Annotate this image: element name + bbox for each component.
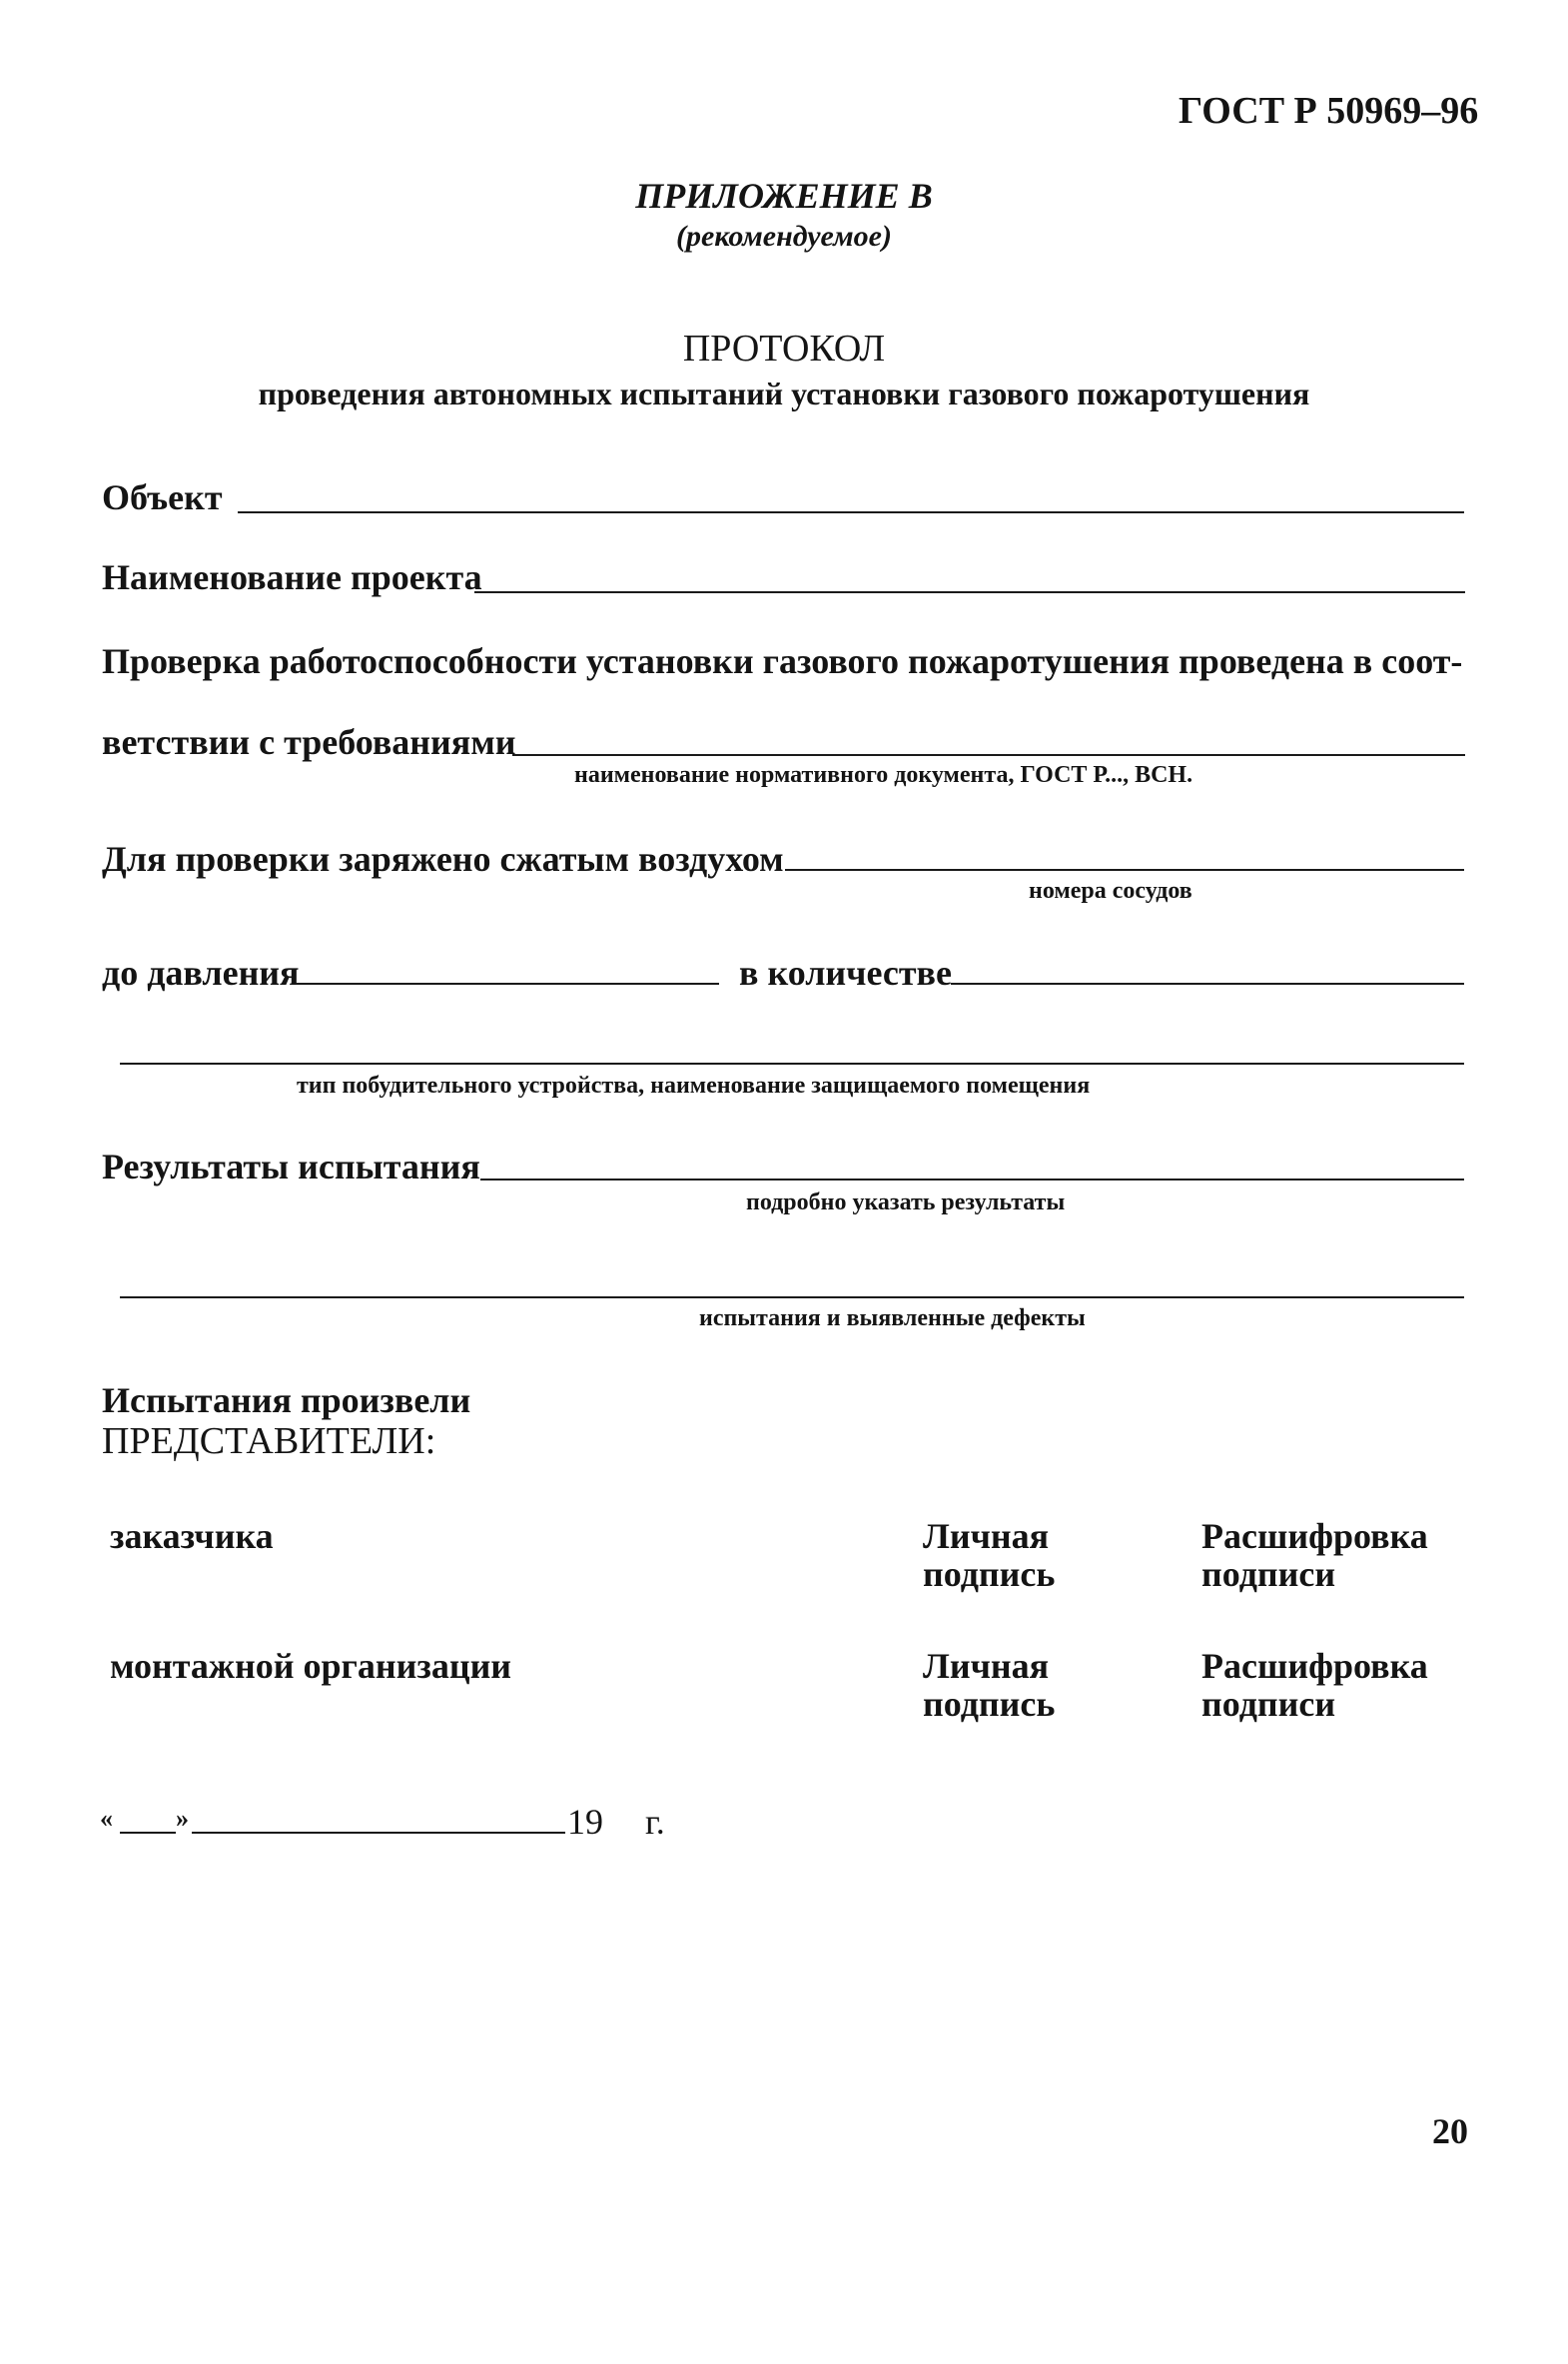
appendix-title: ПРИЛОЖЕНИЕ В [635, 176, 933, 216]
air-label: Для проверки заряжено сжатым воздухом [102, 839, 784, 879]
decoding-label-line: подписи [1201, 1553, 1336, 1594]
protocol-subtitle: проведения автономных испытаний установки газового пожаротушения [258, 376, 1310, 411]
device-caption: тип побудительного устройства, наименование защищаемого помещения [297, 1073, 1091, 1099]
date-quote-close: » [176, 1804, 189, 1833]
object-field[interactable] [238, 511, 1464, 513]
vessels-field[interactable] [785, 869, 1464, 871]
party-installer: монтажной организации [110, 1646, 512, 1686]
page-number: 20 [1432, 2111, 1468, 2151]
signature-label-line: подпись [923, 1553, 1056, 1594]
document-code: ГОСТ Р 50969–96 [1178, 90, 1479, 132]
results-field[interactable] [480, 1179, 1464, 1181]
project-label: Наименование проекта [102, 557, 482, 597]
decoding-label-customer [1201, 1518, 1428, 1594]
normative-field[interactable] [512, 754, 1465, 756]
signature-label-installer [923, 1648, 1055, 1724]
protocol-title: ПРОТОКОЛ [682, 328, 886, 370]
decoding-label-line: Расшифровка [1201, 1646, 1428, 1686]
quantity-field[interactable] [951, 983, 1464, 985]
date-year-suffix: г. [645, 1802, 665, 1842]
signature-label-customer [923, 1518, 1055, 1594]
protocol-heading [0, 330, 1568, 409]
performed-by-label: Испытания произвели [102, 1380, 471, 1420]
appendix-subtitle: (рекомендуемое) [676, 220, 892, 253]
check-text-line2: ветствии с требованиями [102, 722, 516, 762]
decoding-label-line: Расшифровка [1201, 1516, 1428, 1556]
results-caption-2: испытания и выявленные дефекты [699, 1305, 1086, 1331]
date-day-field[interactable] [120, 1832, 176, 1834]
signature-label-line: Личная [923, 1516, 1050, 1556]
signature-label-line: Личная [923, 1646, 1050, 1686]
object-label: Объект [102, 477, 223, 517]
representatives-heading: ПРЕДСТАВИТЕЛИ: [102, 1420, 436, 1462]
party-customer: заказчика [110, 1516, 274, 1556]
quantity-label: в количестве [739, 953, 952, 993]
appendix-heading [0, 178, 1568, 252]
results-caption-1: подробно указать результаты [746, 1189, 1066, 1215]
results-label: Результаты испытания [102, 1147, 480, 1186]
date-quote-open: « [100, 1804, 113, 1833]
decoding-label-line: подписи [1201, 1683, 1336, 1724]
vessels-caption: номера сосудов [1029, 878, 1192, 904]
results-field-2[interactable] [120, 1296, 1464, 1298]
normative-caption: наименование нормативного документа, ГОСТ Р..., ВСН. [574, 762, 1193, 788]
project-field[interactable] [474, 591, 1465, 593]
check-text-line1: Проверка работоспособности установки газового пожаротушения проведена в соот- [102, 641, 1463, 681]
pressure-field[interactable] [296, 983, 719, 985]
signature-label-line: подпись [923, 1683, 1056, 1724]
device-field[interactable] [120, 1063, 1464, 1065]
date-year-prefix: 19 [567, 1802, 603, 1842]
pressure-label: до давления [102, 953, 300, 993]
decoding-label-installer [1201, 1648, 1428, 1724]
date-month-field[interactable] [192, 1832, 565, 1834]
